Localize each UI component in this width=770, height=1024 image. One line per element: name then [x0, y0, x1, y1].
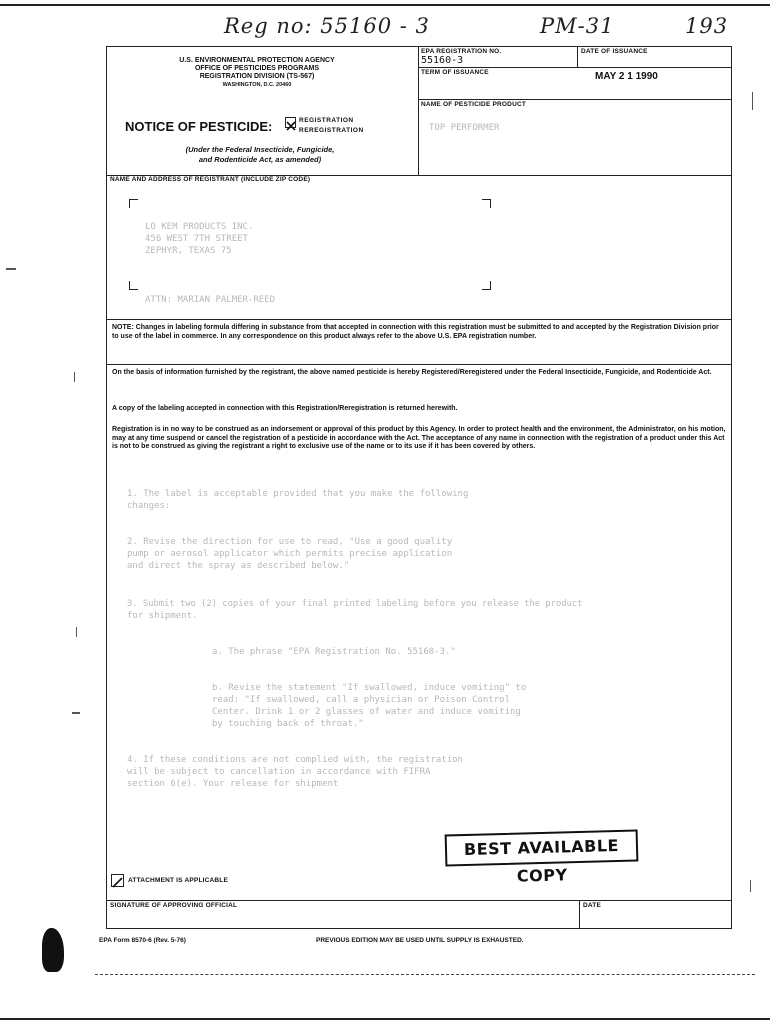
condition-line: Center. Drink 1 or 2 glasses of water and induce vomiting	[212, 707, 521, 717]
registrant-label: NAME AND ADDRESS OF REGISTRANT (INCLUDE ZIP CODE)	[110, 176, 311, 183]
reg-date-divider	[577, 47, 578, 67]
act-line-2: and Rodenticide Act, as amended)	[198, 155, 322, 164]
condition-line: for shipment.	[127, 611, 198, 621]
best-available-copy-stamp: BEST AVAILABLE COPY	[445, 829, 639, 866]
reregistration-checkbox[interactable]	[285, 129, 294, 136]
signature-date-divider	[579, 900, 580, 928]
rule-reg	[418, 67, 731, 68]
rule-note-top	[107, 319, 731, 320]
scan-speck	[750, 880, 751, 892]
handwritten-pm: PM-31	[540, 14, 615, 38]
condition-line: changes:	[127, 501, 171, 511]
product-name-value: TOP PERFORMER	[429, 123, 500, 133]
registration-checkbox[interactable]	[285, 117, 296, 128]
epa-form	[106, 46, 732, 929]
condition-line: will be subject to cancellation in accordance with FIFRA	[127, 767, 431, 777]
date-label: DATE	[583, 902, 602, 909]
condition-line: read: "If swallowed, call a physician or Poison Control	[212, 695, 511, 705]
condition-line: and direct the spray as described below."	[127, 561, 350, 571]
body-paragraph-2: A copy of the labeling accepted in connection with this Registration/Reregistration is returned herewith.	[112, 405, 458, 412]
signature-label: SIGNATURE OF APPROVING OFFICIAL	[110, 902, 238, 909]
condition-line: 1. The label is acceptable provided that you make the following	[127, 489, 469, 499]
option-registration: REGISTRATION	[299, 117, 354, 124]
agency-division: REGISTRATION DIVISION (TS-567)	[199, 73, 315, 80]
registrant-line-2: 456 WEST 7TH STREET	[145, 234, 248, 244]
handwritten-reg-no: Reg no: 55160 - 3	[224, 14, 430, 38]
condition-line: pump or aerosol applicator which permits precise application	[127, 549, 453, 559]
body-paragraph-3: Registration is in no way to be construed as an indorsement or approval of this product by this Agency. In order to protect health and the environment, the Administrator, on his motion, may at any time suspend or cancel the registration of a pesticide in accordance with the Act. The acceptance of any name in connection with the registration of a product under this Act is not to be construed as giving the registrant a right to exclusive use of the name or to its use if it has been covered by others.	[112, 426, 726, 450]
corner-bl	[129, 281, 138, 290]
registrant-line-3: ZEPHYR, TEXAS 75	[145, 246, 232, 256]
epa-reg-value: 55160-3	[421, 55, 464, 66]
condition-line: b. Revise the statement "If swallowed, induce vomiting" to	[212, 683, 527, 693]
top-border	[0, 4, 770, 6]
scan-speck	[752, 92, 753, 110]
corner-tr	[482, 199, 491, 208]
registrant-attn: ATTN: MARIAN PALMER-REED	[145, 295, 276, 305]
previous-edition-note: PREVIOUS EDITION MAY BE USED UNTIL SUPPLY IS EXHAUSTED.	[316, 937, 524, 944]
rule-note-bottom	[107, 364, 731, 365]
date-issuance-label: DATE OF ISSUANCE	[581, 48, 648, 55]
scan-speck	[76, 627, 77, 637]
agency-office: OFFICE OF PESTICIDES PROGRAMS	[194, 65, 320, 72]
corner-tl	[129, 199, 138, 208]
condition-line: 3. Submit two (2) copies of your final printed labeling before you release the product	[127, 599, 583, 609]
corner-br	[482, 281, 491, 290]
bottom-scan-line	[95, 974, 755, 975]
handwritten-page-number: 193	[685, 14, 729, 38]
option-reregistration: REREGISTRATION	[299, 127, 364, 134]
condition-line: 4. If these conditions are not complied with, the registration	[127, 755, 463, 765]
scan-smudge	[42, 928, 64, 972]
agency-block	[107, 57, 407, 89]
note-text: NOTE: Changes in labeling formula differing in substance from that accepted in connection with this registration must be submitted to and accepted by the Registration Division prior to use of the label in commerce. In any correspondence on this product always refer to the above U.S. EPA registration number.	[112, 324, 719, 340]
registrant-line-1: LO KEM PRODUCTS INC.	[145, 222, 254, 232]
attachment-label: ATTACHMENT IS APPLICABLE	[128, 877, 229, 884]
act-reference	[135, 145, 385, 165]
form-number: EPA Form 8570-6 (Rev. 5-76)	[99, 937, 186, 944]
condition-line: 2. Revise the direction for use to read, "Use a good quality	[127, 537, 453, 547]
scan-speck	[6, 268, 16, 270]
date-issuance-value: MAY 2 1 1990	[595, 71, 658, 82]
notice-title: NOTICE OF PESTICIDE:	[125, 119, 273, 134]
agency-address: WASHINGTON, D.C. 20460	[222, 82, 292, 88]
scan-speck	[72, 712, 80, 714]
scan-speck	[74, 372, 75, 382]
body-paragraph-1: On the basis of information furnished by the registrant, the above named pesticide is hereby Registered/Reregistered under the Federal Insecticide, Fungicide, and Rodenticide Act.	[112, 369, 712, 376]
product-name-label: NAME OF PESTICIDE PRODUCT	[421, 101, 527, 108]
check-mark-icon	[112, 877, 123, 888]
attachment-checkbox[interactable]	[111, 874, 124, 887]
rule-signature	[107, 900, 731, 901]
act-line-1: (Under the Federal Insecticide, Fungicide,	[185, 145, 335, 154]
agency-name: U.S. ENVIRONMENTAL PROTECTION AGENCY	[179, 57, 335, 64]
condition-line: a. The phrase "EPA Registration No. 55160-3."	[212, 647, 456, 657]
bottom-border	[0, 1018, 770, 1020]
term-label: TERM OF ISSUANCE	[421, 69, 489, 76]
rule-term	[418, 99, 731, 100]
condition-line: section 6(e). Your release for shipment	[127, 779, 339, 789]
condition-line: by touching back of throat."	[212, 719, 364, 729]
epa-reg-label: EPA REGISTRATION NO.	[421, 48, 502, 55]
